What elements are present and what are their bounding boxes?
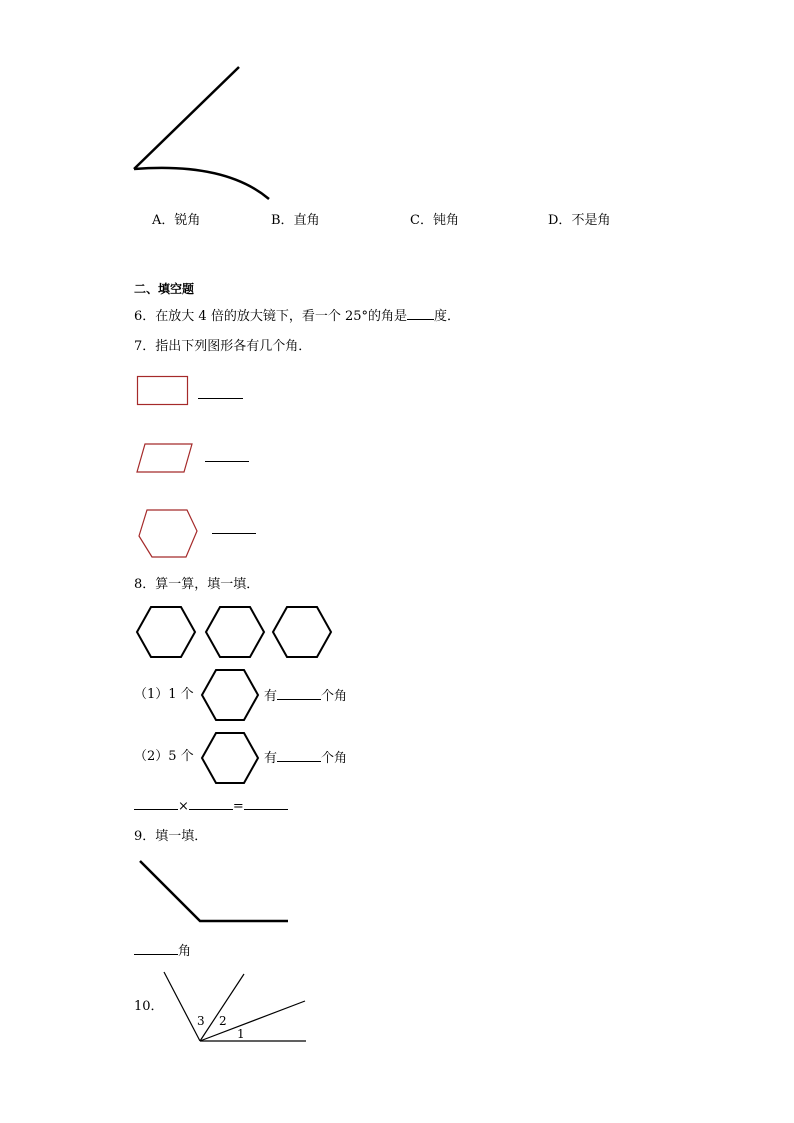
q9-number: 9． bbox=[134, 829, 156, 844]
option-d-text: 不是角 bbox=[571, 213, 611, 228]
q8-number: 8． bbox=[134, 577, 156, 592]
q6-number: 6． bbox=[134, 309, 156, 324]
q6-text-before: 在放大 4 倍的放大镜下，看一个 25°的角是 bbox=[155, 309, 407, 324]
angle-label-3: 3 bbox=[197, 1014, 205, 1028]
q9-angle-label: 角 bbox=[178, 944, 192, 959]
q8-row2-has: 有 bbox=[264, 751, 278, 766]
option-b-text: 直角 bbox=[293, 213, 320, 228]
q8-text: 算一算，填一填． bbox=[155, 577, 260, 592]
angle-label-2: 2 bbox=[219, 1014, 227, 1028]
times-sign: × bbox=[178, 799, 189, 814]
section-title: 二、填空题 bbox=[134, 282, 195, 296]
option-a-text: 锐角 bbox=[174, 213, 201, 228]
q6-text-after: 度． bbox=[434, 309, 461, 324]
q8-row1-prefix: （1）1 个 bbox=[134, 687, 194, 702]
q8-row1-has: 有 bbox=[264, 689, 278, 704]
option-c-letter: C． bbox=[410, 213, 433, 228]
q8-row2-angles: 个角 bbox=[321, 751, 348, 766]
q9-text: 填一填． bbox=[155, 829, 208, 844]
angle-label-1: 1 bbox=[237, 1027, 245, 1041]
option-b-letter: B． bbox=[271, 213, 294, 228]
option-c-text: 钝角 bbox=[432, 213, 459, 228]
q10-number: 10． bbox=[134, 999, 164, 1014]
option-d-letter: D． bbox=[548, 213, 572, 228]
q7-text: 指出下列图形各有几个角． bbox=[155, 339, 312, 354]
q8-row2-prefix: （2）5 个 bbox=[134, 749, 194, 764]
equals-sign: = bbox=[232, 799, 244, 814]
option-a-letter: A． bbox=[152, 213, 175, 228]
q8-row1-angles: 个角 bbox=[321, 689, 348, 704]
q7-number: 7． bbox=[134, 339, 156, 354]
